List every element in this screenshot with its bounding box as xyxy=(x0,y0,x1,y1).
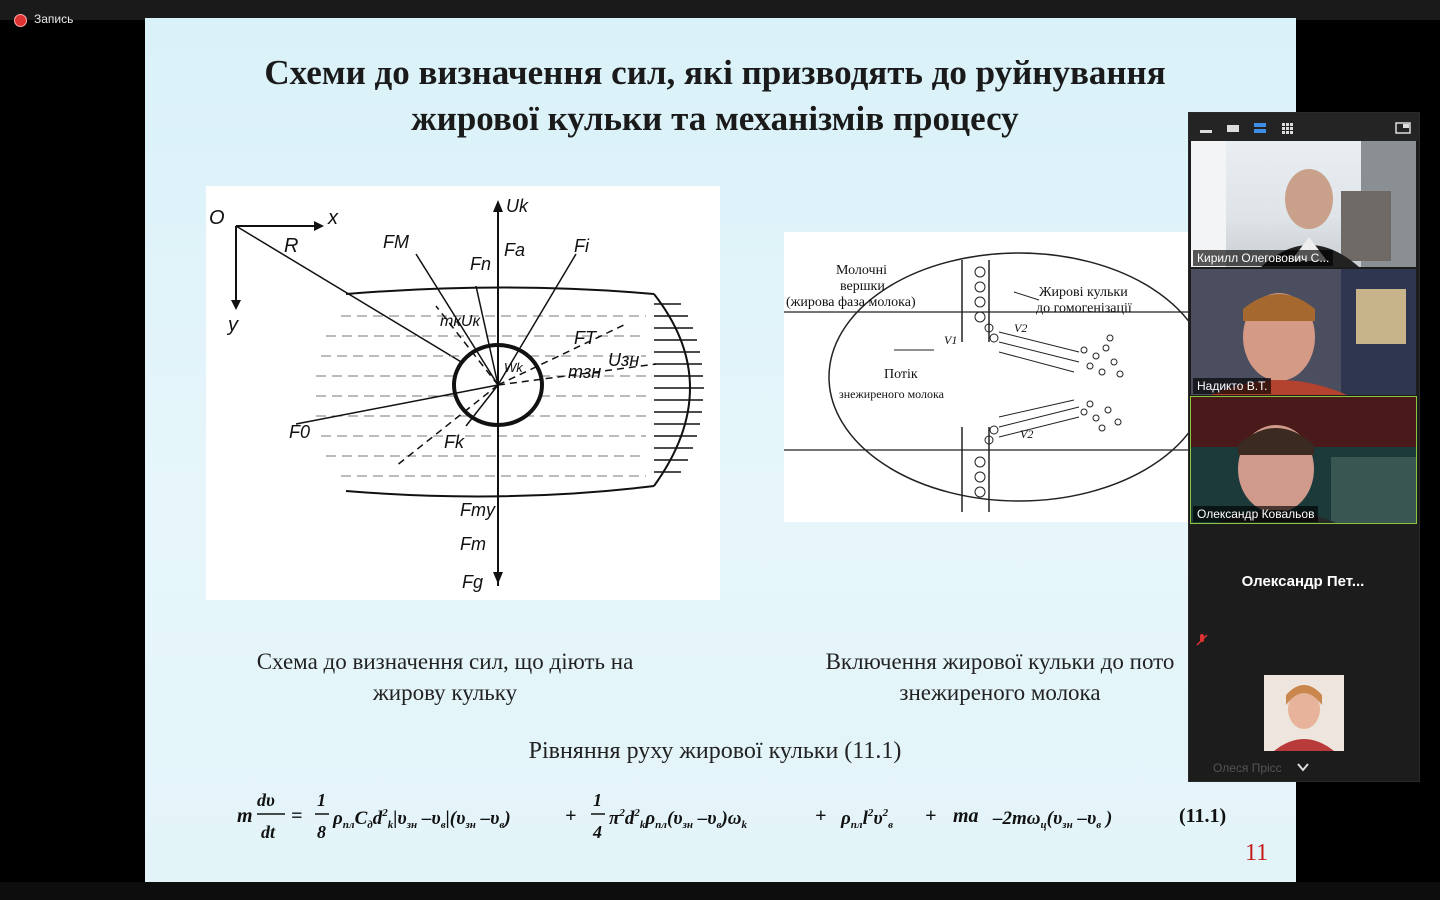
recording-bar xyxy=(0,0,1440,20)
fig2-flow-2: знежиреного молока xyxy=(839,387,944,401)
participant-name: Кирилл Олеговович С... xyxy=(1193,250,1333,266)
participant-name: Олександр Ковальов xyxy=(1193,506,1318,522)
svg-text:1: 1 xyxy=(593,790,602,810)
video-tile-3[interactable] xyxy=(1191,397,1416,523)
fig2-fat-1: Жирові кульки xyxy=(1039,285,1128,300)
svg-text:–2mωц(υзн –υв ): $-2m\omega_ц(\upsilon_{зн}$ $-\upsilon_в$ ) xyxy=(993,808,1113,831)
label-origin: O xyxy=(209,207,225,229)
equation-number: (11.1) xyxy=(1179,805,1227,827)
avatar xyxy=(1264,675,1344,751)
label-Fg: Fg xyxy=(462,572,484,592)
panel-toolbar xyxy=(1189,113,1419,141)
svg-text:ρплCдd2k|υзн –υв|(υзн –υв): $\rho_{пл}C_дd^2_k|\upsilon_{зн}$ $-\upsilon_в|(\upsilon_{зн}$ $-\upsilon_в$) xyxy=(333,807,511,831)
fig2-cream-1: Молочні xyxy=(836,263,887,278)
recording-label: Запись xyxy=(34,12,74,26)
label-FM: FM xyxy=(383,232,409,252)
chevron-down-icon[interactable] xyxy=(1297,759,1309,777)
label-Uzn: Uзн xyxy=(608,350,640,370)
svg-text:dt: dt xyxy=(261,822,276,842)
svg-text:dυ: dυ xyxy=(257,790,275,810)
participant-name: Надикто В.Т. xyxy=(1193,378,1271,394)
caption-right-line1: Включення жирової кульки до пото xyxy=(825,649,1175,674)
force-diagram-svg xyxy=(206,186,720,600)
caption-left-line2: жирову кульку xyxy=(372,680,518,705)
label-F0: F0 xyxy=(289,422,311,442)
fig2-v2b: V2 xyxy=(1020,427,1034,441)
svg-text:=: = xyxy=(291,805,303,827)
label-Fi: Fi xyxy=(574,236,589,256)
label-mk: mкUк xyxy=(440,313,480,330)
speaker-view-icon[interactable] xyxy=(1253,121,1267,133)
svg-text:1: 1 xyxy=(317,790,326,810)
record-icon[interactable] xyxy=(14,14,27,27)
label-Fn: Fn xyxy=(470,254,492,274)
force-diagram xyxy=(206,186,720,600)
fig2-v1: V1 xyxy=(944,333,958,347)
svg-text:ma: ma xyxy=(953,805,979,827)
video-tile-1[interactable] xyxy=(1191,141,1416,267)
svg-text:ρплl2υ2в: $\rho_{пл}l^2\upsilon^2_в$ xyxy=(841,807,894,831)
label-Wk: Wk xyxy=(504,360,523,375)
participant-video xyxy=(1191,397,1416,523)
equation-title: Рівняння руху жирової кульки (11.1) xyxy=(528,738,902,764)
slide-title-line2: жирової кульки та механізмів процесу xyxy=(411,99,1019,138)
svg-text:+: + xyxy=(565,805,577,827)
fig2-flow-1: Потік xyxy=(884,367,918,382)
slide-title xyxy=(145,50,1285,142)
label-Fmy: Fmy xyxy=(460,500,495,520)
motion-equation xyxy=(235,788,1255,848)
fig2-v2: V2 xyxy=(1014,321,1028,335)
participant-name-only: Олександр Пет... xyxy=(1241,573,1365,590)
caption-left xyxy=(205,646,685,708)
label-Fk: Fk xyxy=(444,432,464,452)
label-Fm: Fm xyxy=(460,534,486,554)
caption-left-line1: Схема до визначення сил, що діють на xyxy=(256,649,634,674)
page-number: 11 xyxy=(1245,840,1269,866)
strip-view-icon[interactable] xyxy=(1226,121,1240,133)
pop-out-icon[interactable] xyxy=(1395,121,1411,133)
muted-mic-icon xyxy=(1195,633,1209,652)
video-tile-2[interactable] xyxy=(1191,269,1416,395)
label-Fa: Fa xyxy=(504,240,526,260)
label-Ft: FT xyxy=(574,328,596,348)
svg-text:+: + xyxy=(925,805,937,827)
svg-text:4: 4 xyxy=(593,822,602,842)
svg-text:+: + xyxy=(815,805,827,827)
minimize-icon[interactable] xyxy=(1199,121,1213,133)
svg-text:8: 8 xyxy=(317,822,326,842)
gallery-view-icon[interactable] xyxy=(1281,121,1295,133)
participant-video xyxy=(1191,141,1416,267)
fig2-fat-2: до гомогенізації xyxy=(1036,301,1132,316)
participants-panel xyxy=(1188,112,1420,782)
presentation-slide xyxy=(145,18,1296,882)
label-x: x xyxy=(328,207,338,229)
fig2-cream-3: (жирова фаза молока) xyxy=(786,295,916,310)
svg-text:m: m xyxy=(237,805,253,827)
label-y: y xyxy=(228,314,238,336)
participant-name: Олеся Пріcс xyxy=(1213,761,1282,775)
fig2-cream-2: вершки xyxy=(840,279,885,294)
label-Uk: Uk xyxy=(506,196,528,216)
slide-title-line1: Схеми до визначення сил, які призводять до руйнування xyxy=(264,53,1166,92)
caption-right xyxy=(785,646,1215,708)
bottom-bar xyxy=(0,882,1440,900)
label-R: R xyxy=(284,235,299,257)
participant-video xyxy=(1191,269,1416,395)
label-mzn: mзн xyxy=(568,362,602,382)
svg-text:π2d2kρпл(υзн –υв)ωk: $\pi^2d^2_k\rho_{пл}(\upsilon_{зн}$ $-\upsilon_в)\omega_k$ xyxy=(609,807,748,831)
caption-right-line2: знежиреного молока xyxy=(899,680,1101,705)
